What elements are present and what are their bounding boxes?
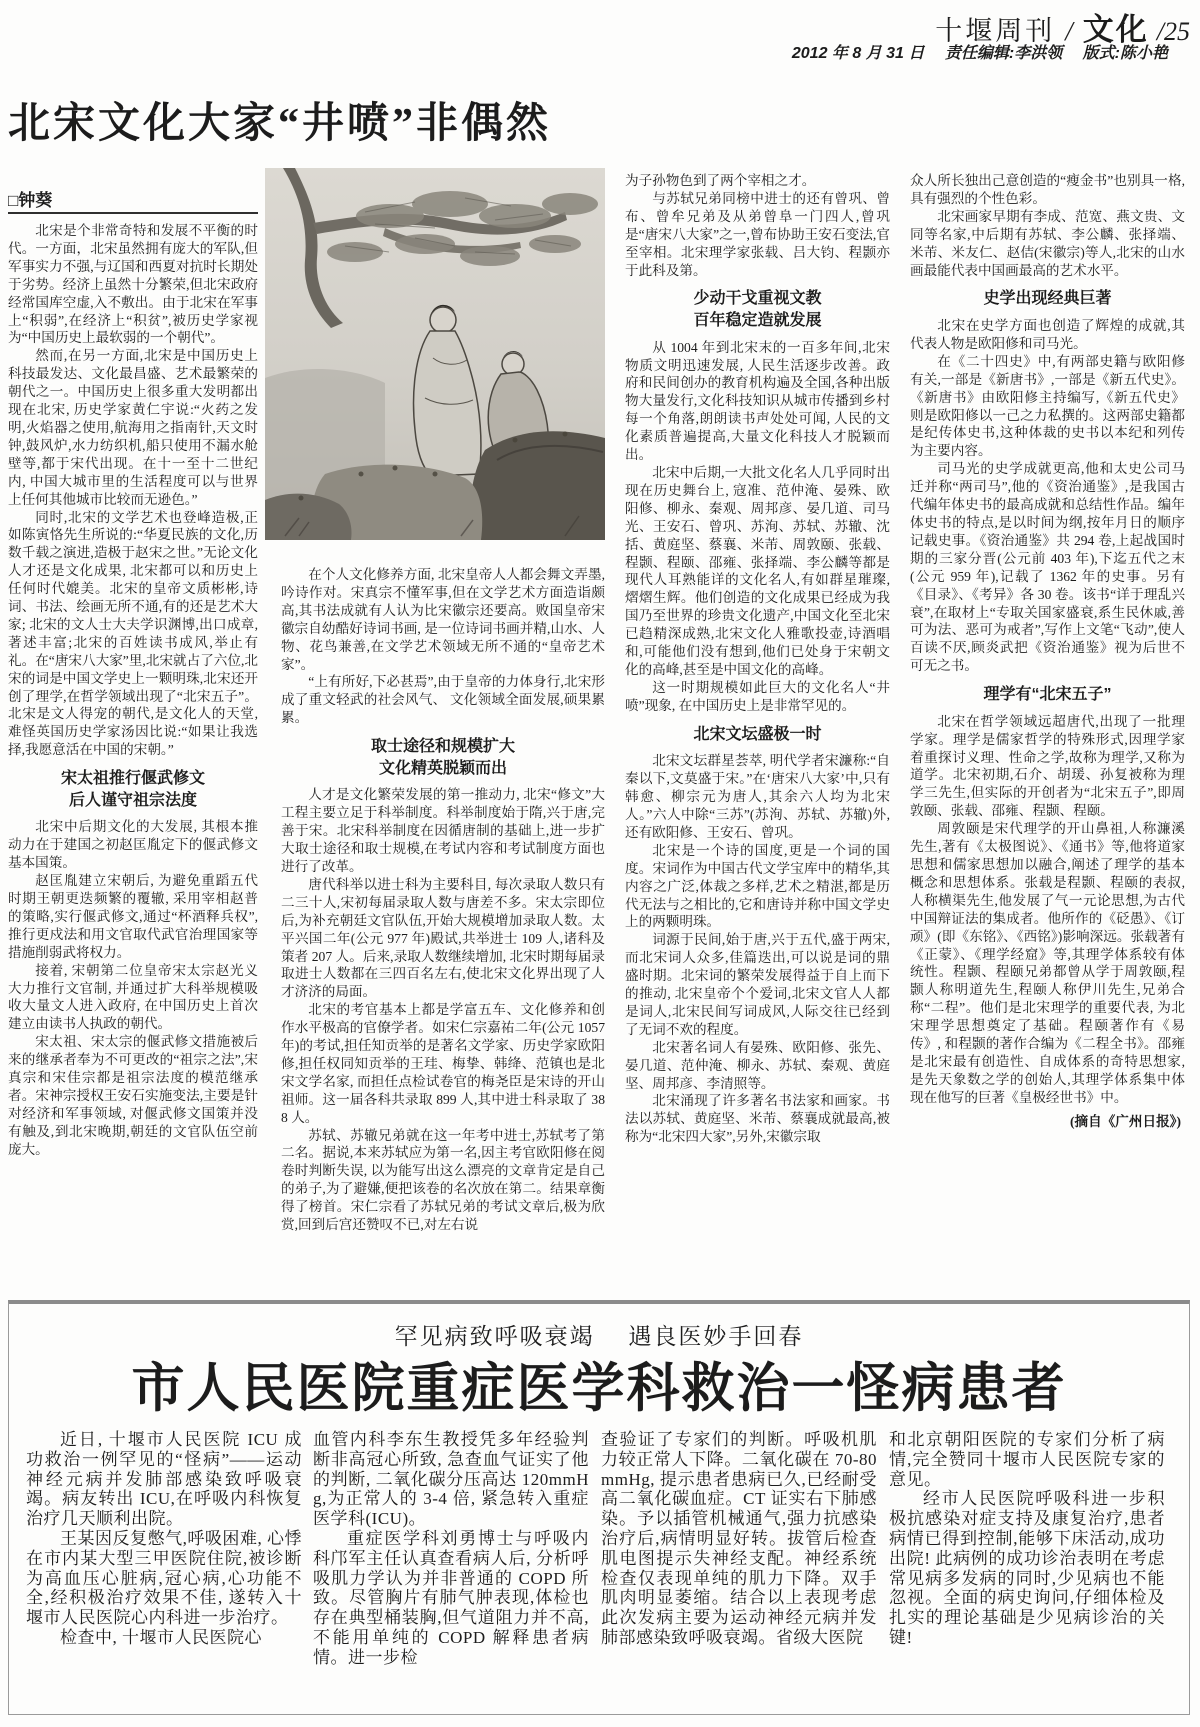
paragraph: 经市人民医院呼吸科进一步积极抗感染对症支持及康复治疗,患者病情已得到控制,能够下床活动,成功出院! 此病例的成功诊治表明在考虑常见病多发病的同时,少见病也不能忽视。全面的病史询问,仔细体检及扎实的理论基础是少见病诊治的关键! <box>889 1489 1165 1647</box>
kicker-left: 罕见病致呼吸衰竭 <box>394 1324 595 1349</box>
bottom-article-box <box>8 1300 1190 1715</box>
paragraph: 众人所长独出己意创造的“瘦金书”也别具一格,具有强烈的个性色彩。 <box>910 173 1185 206</box>
source-credit: (摘自《广州日报》) <box>1069 1113 1181 1129</box>
paragraph: 赵匡胤建立宋朝后, 为避免重蹈五代时期王朝更迭频繁的覆辙, 采用宰相赵普的策略,实行偃武修文,通过“杯酒释兵权”,推行更戍法和用文官取代武官治理国家等措施削弱武将权力。 <box>8 873 258 960</box>
article-column-2 <box>281 566 605 1267</box>
paragraph: 宋太祖、宋太宗的偃武修文措施被后来的继承者奉为不可更改的“祖宗之法”,宋真宗和宋佳宗都是祖宗法度的模范继承者。宋神宗授权王安石实施变法,主要是针对经济和军事领域, 对偃武修文国策并没有触及,到北宋晚期,朝廷的文官队伍空前庞大。 <box>8 1034 258 1157</box>
bottom-column-4 <box>889 1430 1165 1708</box>
section-heading: 少动干戈重视文教 百年稳定造就发展 <box>693 290 822 330</box>
paragraph: 北宋在史学方面也创造了辉煌的成就,其代表人物是欧阳修和司马光。 <box>910 318 1185 351</box>
paragraph: 然而,在另一方面,北宋是中国历史上科技最发达、文化最昌盛、艺术最繁荣的朝代之一。中国历史上很多重大发明都出现在北宋, 历史学家黄仁宇说:“火药之发明,火焰器之使用,航海用之指南针,天文时钟,鼓风炉,水力纺织机,船只使用不漏水舱壁等,都于宋代出现。在十一至十二世纪内, 中国大城市里的生活程度可以与世界上任何其他城市比较而无逊色。” <box>8 348 258 507</box>
paragraph: 北宋文坛群星荟萃, 明代学者宋濂称:“自秦以下,文莫盛于宋。”在‘唐宋八大家’中,只有韩愈、柳宗元为唐人,其余六人均为北宋人。”六人中除“三苏”(苏洵、苏轼、苏辙)外,还有欧阳修、王安石、曾巩。 <box>625 753 890 840</box>
paragraph: 在《二十四史》中,有两部史籍与欧阳修有关,一部是《新唐书》,一部是《新五代史》。《新唐书》由欧阳修主持编写,《新五代史》则是欧阳修以一己之力私撰的。这两部史籍都是纪传体史书,这种体裁的史书以本纪和列传为主要内容。 <box>910 353 1185 459</box>
paragraph: 查验证了专家们的判断。呼吸机肌力较正常人下降。二氧化碳在 70-80 mmHg, 提示患者患病已久,已经耐受高二氧化碳血症。CT 证实右下肺感染。予以插管机械通气,强力抗感染治疗后,病情明显好转。拔管后检查肌电图提示失神经支配。神经系统检查仅表现单纯的肌力下降。双手肌肉明显萎缩。结合以上表现考虑此次发病主要为运动神经元病并发肺部感染致呼吸衰竭。省级大医院 <box>601 1430 877 1647</box>
paragraph: 北宋的考官基本上都是学富五车、文化修养和创作水平极高的官僚学者。如宋仁宗嘉祐二年(公元 1057 年)的考试,担任知贡举的是著名文学家、历史学家欧阳修,担任权同知贡举的王珪、梅挚、韩绛、范镇也是北宋文学名家, 而担任点检试卷官的梅尧臣是宋诗的开山祖师。这一届各科共录取 899 人,其中进士科录取了 388 人。 <box>281 1002 605 1125</box>
section-heading: 史学出现经典巨著 <box>983 290 1112 308</box>
paragraph: 北宋在哲学领域远超唐代,出现了一批理学家。理学是儒家哲学的特殊形式,因理学家着重探讨义理、性命之学,故称为理学,又称为道学。北宋初期,石介、胡瑗、孙复被称为理学三先生,但实际的开创者为“北宋五子”,即周敦颐、张载、邵雍、程颢、程颐。 <box>910 713 1185 819</box>
paragraph: 北宋画家早期有李成、范宽、燕文贵、文同等名家,中后期有苏轼、李公麟、张择端、米芾、米友仁、赵佶(宋徽宗)等人,北宋的山水画最能代表中国画最高的艺术水平。 <box>910 208 1185 278</box>
dateline <box>776 40 1168 63</box>
article-title: 北宋文化大家“井喷”非偶然 <box>8 101 552 147</box>
section-heading: 北宋文坛盛极一时 <box>693 725 822 743</box>
paragraph: 接着, 宋朝第二位皇帝宋太宗赵光义大力推行文官制, 并通过扩大科举规模吸收大量文人进入政府, 在中国历史上首次建立由读书人执政的朝代。 <box>8 962 258 1032</box>
paragraph: 人才是文化繁荣发展的第一推动力, 北宋“修文”大工程主要立足于科举制度。科举制度始于隋,兴于唐,完善于宋。北宋科举制度在因循唐制的基础上,进一步扩大取士途径和取士规模,在考试内容和考试制度方面也进行了改革。 <box>281 787 605 874</box>
paragraph: 北宋是个非常奇特和发展不平衡的时代。一方面，北宋虽然拥有庞大的军队,但军事实力不强,与辽国和西夏对抗时长期处于劣势。经济上虽然十分繁荣,但北宋政府经常国库空虚,入不敷出。由于北宋在军事上“积弱”,在经济上“积贫”,被历史学家视为“中国历史上最软弱的一个朝代”。 <box>8 223 258 346</box>
section-heading: 宋太祖推行偃武修文 后人谨守祖宗法度 <box>60 770 205 809</box>
bottom-column-1 <box>26 1430 302 1708</box>
paragraph: 王某因反复憋气,呼吸困难, 心悸在市内某大型三甲医院住院,被诊断为高血压心脏病,冠心病,心功能不全,经积极治疗效果不佳, 遂转入十堰市人民医院心内科进一步治疗。 <box>26 1528 302 1628</box>
paragraph: 近日, 十堰市人民医院 ICU 成功救治一例罕见的“怪病”——运动神经元病并发肺部感染致呼吸衰竭。病友转出 ICU,在呼吸内科恢复治疗几天顺利出院。 <box>26 1430 302 1529</box>
layout-credit: 版式:陈小艳 <box>1082 45 1168 62</box>
paragraph: 北宋中后期,一大批文化名人几乎同时出现在历史舞台上, 寇准、范仲淹、晏殊、欧阳修、柳永、秦观、周邦彦、晏几道、司马光、王安石、曾巩、苏洵、苏轼、苏辙、沈括、黄庭坚、蔡襄、米芾、周敦颐、张载、程颢、程颐、邵雍、张择端、李公麟等都是现代人耳熟能详的文化名人,有如群星璀璨,熠熠生辉。他们创造的文化成果已经成为我国乃至世界的珍贵文化遗产,中国文化至北宋已趋精深成熟,北宋文化人雅歌投壶,诗酒唱和,可能他们没有想到,他们已处身于宋朝文化的高峰,甚至是中国文化的高峰。 <box>625 464 890 677</box>
paragraph: 唐代科举以进士科为主要科目, 每次录取人数只有二三十人,宋初每届录取人数与唐差不多。宋太宗即位后,为补充朝廷文官队伍,开始大规模增加录取人数。太平兴国二年(公元 977 年)殿试,共举进士 109 人,诸科及策者 207 人。后来,录取人数继续增加, 北宋时期每届录取进士人数都在三四百名左右,使北宋文化界出现了人才济济的局面。 <box>281 876 605 1000</box>
issue-date: 2012 年 8 月 31 日 <box>791 45 925 62</box>
paragraph: 这一时期规模如此巨大的文化名人“井喷”现象, 在中国历史上是非常罕见的。 <box>625 679 890 713</box>
paragraph: 在个人文化修养方面, 北宋皇帝人人都会舞文弄墨,吟诗作对。宋真宗不懂军事,但在文学艺术方面造诣颇高,其书法成就有人认为比宋徽宗还要高。败国皇帝宋徽宗自幼酷好诗词书画, 是一位诗词书画并精,山水、人物、花鸟兼善,在文学艺术领域无所不通的“皇帝艺术家”。 <box>281 567 605 672</box>
bottom-column-2 <box>313 1430 589 1708</box>
paragraph: 从 1004 年到北宋末的一百多年间,北宋物质文明迅速发展, 人民生活逐步改善。政府和民间创办的教育机构遍及全国,各种出版物大量发行,文化科技知识从城市传播到乡村每一个角落,朗朗读书声处处可闻, 人民的文化素质普遍提高,大量文化科技人才脱颖而出。 <box>625 339 890 463</box>
kicker-right: 遇良医妙手回春 <box>628 1324 804 1349</box>
section-name: 文化 <box>1082 12 1149 47</box>
bottom-article-headline: 市人民医院重症医学科救治一怪病患者 <box>131 1359 1067 1418</box>
article-author: □钟葵 <box>8 191 53 210</box>
article-column-3 <box>625 172 890 1267</box>
classical-ink-painting-image <box>265 168 605 540</box>
author-divider <box>8 212 258 214</box>
paragraph: 司马光的史学成就更高,他和太史公司马迁并称“两司马”,他的《资治通鉴》,是我国古代编年体史书的最高成就和总结性作品。编年体史书的特点,是以时间为纲,按年月日的顺序记载史事。《资治通鉴》共 294 卷,上起战国时期的三家分晋(公元前 403 年),下迄五代之末(公元 959 年),记载了 1362 年的史事。另有《目录》、《考异》各 30 卷。该书“详于理乱兴衰”,在取材上“专取关国家盛衰,系生民休戚,善可为法、恶可为戒者”,写作上文笔“飞动”,使人百读不厌,顾炎武把《资治通鉴》视为后世不可无之书。 <box>910 461 1185 674</box>
article-column-1 <box>8 222 258 1267</box>
paragraph: 和北京朝阳医院的专家们分析了病情,完全赞同十堰市人民医院专家的意见。 <box>889 1430 1165 1489</box>
paragraph: 苏轼、苏辙兄弟就在这一年考中进士,苏轼考了第二名。据说,本来苏轼应为第一名,因主考官欧阳修在阅卷时判断失误, 以为能写出这么漂亮的文章肯定是自己的弟子,为了避嫌,便把该卷的名次放在第二。结果章衡得了榜首。宋仁宗看了苏轼兄弟的考试文章后,极为欣赏,回到后宫还赞叹不已,对左右说 <box>281 1127 605 1233</box>
paragraph: 北宋中后期文化的大发展, 其根本推动力在于建国之初赵匡胤定下的偃武修文基本国策。 <box>8 819 258 871</box>
paragraph: 为子孙物色到了两个宰相之才。 <box>625 173 816 188</box>
page-number: /25 <box>1156 17 1190 46</box>
paragraph: 北宋涌现了许多著名书法家和画家。书法以苏轼、黄庭坚、米芾、蔡襄成就最高,被称为“北宋四大家”,另外,宋徽宗取 <box>625 1093 890 1145</box>
paragraph: 周敦颐是宋代理学的开山鼻祖,人称濂溪先生,著有《太极图说》、《通书》等,他将道家思想和儒家思想加以融合,阐述了理学的基本概念和思想体系。张载是程颢、程颐的表叔,人称横渠先生,他发展了气一元论思想,为古代中国辩证法的集成者。他所作的《砭愚》、《订顽》(即《东铭》、《西铭》)影响深远。张载著有《正蒙》、《理学经窟》等,其理学体系较有体统性。程颢、程颐兄弟都曾从学于周敦颐,程颢人称明道先生,程颐人称伊川先生,兄弟合称“二程”。他们是北宋理学的重要代表, 为北宋理学思想奠定了基础。程颐著作有《易传》, 和程颢的著作合编为《二程全书》。邵雍是北宋最有创造性、自成体系的奇特思想家,是先天象数之学的创始人,其理学体系集中体现在他写的巨著《皇极经世书》中。 <box>910 821 1185 1105</box>
paper-name: 十堰周刊 <box>935 16 1056 46</box>
painting-graphic <box>265 168 605 540</box>
masthead-separator: / <box>1065 16 1073 46</box>
section-heading: 取士途径和规模扩大 文化精英脱颖而出 <box>370 738 515 777</box>
paragraph: 血管内科李东生教授凭多年经验判断非高冠心所致, 急查血气证实了他的判断, 二氧化碳分压高达 120mmHg,为正常人的 3-4 倍, 紧急转入重症医学科(ICU)。 <box>313 1430 589 1529</box>
editor-credit: 责任编辑:李洪领 <box>944 45 1063 62</box>
paragraph: 词源于民间,始于唐,兴于五代,盛于两宋,而北宋词人众多,佳篇迭出,可以说是词的鼎盛时期。北宋词的繁荣发展得益于自上而下的推动, 北宋皇帝个个爱词,北宋文官人人都是词人,北宋民间写词成风,人际交往已经到了无词不欢的程度。 <box>625 932 890 1037</box>
paragraph: “上有所好,下必甚焉”,由于皇帝的力体身行,北宋形成了重文轻武的社会风气、 文化领域全面发展,硕果累累。 <box>281 674 605 726</box>
paragraph: 同时,北宋的文学艺术也登峰造极,正如陈寅恪先生所说的:“华夏民族的文化,历数千载之演进,造极于赵宋之世。”无论文化人才还是文化成果, 北宋都可以和历史上任何时代媲美。北宋的皇帝文质彬彬,诗词、书法、绘画无所不通,有的还是艺术大家; 北宋的文人士大夫学识渊博,出口成章,著述丰富;北宋的百姓读书成风,举止有礼。在“唐宋八大家”里,北宋就占了六位,北宋的词是中国文学史上一颗明珠,北宋还开创了理学,在哲学领域出现了“北宋五子”。北宋是文人得宠的朝代,是文化人的天堂,难怪英国历史学家汤因比说:“如果让我选择,我愿意活在中国的宋朝。” <box>8 509 258 758</box>
paragraph: 北宋是一个诗的国度,更是一个词的国度。宋词作为中国古代文学宝库中的精华,其内容之广泛,体裁之多样,艺术之精湛,都是历代无法与之相比的,它和唐诗并称中国文学史上的两颗明珠。 <box>625 842 890 930</box>
paragraph: 与苏轼兄弟同榜中进士的还有曾巩、曾布、曾牟兄弟及从弟曾阜一门四人,曾巩是“唐宋八大家”之一,曾布协助王安石变法,官至宰相。北宋理学家张载、吕大钧、程颢亦于此科及第。 <box>625 190 890 278</box>
paragraph: 重症医学科刘勇博士与呼吸内科邝军主任认真查看病人后, 分析呼吸肌力学认为并非普通的 COPD 所致。尽管胸片有肺气肿表现,体检也存在典型桶装胸,但气道阻力并不高, 不能用单纯的 COPD 解释患者病情。进一步检 <box>313 1528 589 1667</box>
paragraph: 北宋著名词人有晏殊、欧阳修、张先、晏几道、范仲淹、柳永、苏轼、秦观、黄庭坚、周邦彦、李清照等。 <box>625 1039 890 1091</box>
bottom-column-3 <box>601 1430 877 1708</box>
paragraph: 检查中, 十堰市人民医院心 <box>60 1627 262 1647</box>
article-column-4 <box>910 172 1185 1267</box>
section-heading: 理学有“北宋五子” <box>983 686 1112 704</box>
